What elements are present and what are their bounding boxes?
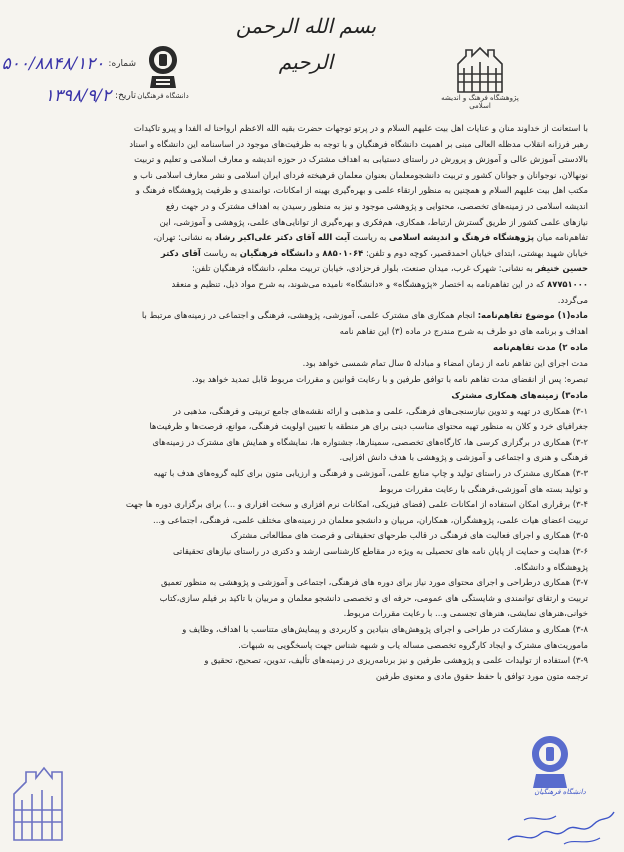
closing-line: می‌گردد. (557, 294, 588, 305)
letter-date-value: ۱۳۹۸/۹/۲ (44, 86, 112, 106)
institute-seal-stamp-icon (6, 764, 70, 846)
intro-line: نونهالان، نوجوانان و جوانان کشور و تربیت دانشجومعلمان بعنوان معلمان فرهیخته فردای ایران اسلامی و نشر معارف اسلامی ناب و (133, 169, 588, 180)
intro-line: مکتب اهل بیت علیهم السلام و همچنین به منظور ارتقاء علمی و بهره‌گیری بهینه از امکانات، توانمندی و ظرفیت پژوهشگاه فرهنگ و (135, 185, 588, 196)
clause-line: و تولید بسته های آموزشی،فرهنگی با رعایت مقررات مربوط (378, 483, 588, 494)
university-seal-stamp-icon (520, 734, 580, 790)
closing-text: که در این تفاهم‌نامه به اختصار «پژوهشگاه» و «دانشگاه» نامیده می‌شوند، به شرح مواد ذیل، تنظیم و منعقد (171, 278, 548, 289)
clause-line: ۳-۸) همکاری و مشارکت در طراحی و اجرای پژوهش‌های بنیادین و کاربردی و پیمایش‌های متناسب با اهداف، وظایف و (182, 624, 588, 634)
letter-metadata (1, 48, 136, 112)
farhangian-university-logo-icon (146, 44, 180, 90)
clause-line: ترجمه متون مورد توافق با حفظ حقوق مادی و معنوی طرفین (375, 670, 588, 681)
clause-line: تربیت اعضای هیات علمی، پژوهشگران، همکاران، مربیان و دانشجو معلمان در زمینه‌های مختلف علمی، فرهنگی، اجتماعی و... (153, 514, 588, 525)
clause-line: خوانی،هنرهای نمایشی، هنرهای تجسمی و... با رعایت مقررات مربوط. (343, 608, 588, 619)
article2-note: تبصره: پس از انقضای مدت تفاهم نامه با توافق طرفین و با رعایت قوانین و مقررات مربوط قابل تمدید خواهد بود. (192, 373, 588, 384)
basmala-calligraphy: بسم الله الرحمن الرحیم (235, 14, 377, 74)
intro-line: اندیشه اسلامی در زمینه‌های تخصصی، محتوایی و پژوهشی موجود و نیز به منظور رسیدن به اهداف مشترک و در جهت رفع (166, 200, 588, 211)
article1-line (26, 308, 588, 324)
parties-text: و (313, 247, 323, 258)
clause-line: ۳-۶) هدایت و حمایت از پایان نامه های تحصیلی به ویژه در مقاطع کارشناسی ارشد و دکتری در راستای نیازهای تحقیقاتی (172, 546, 588, 557)
university-seal-caption: دانشگاه فرهنگیان (534, 788, 586, 796)
clause-line: ۳-۴) برقراری امکان استفاده از امکانات علمی (فضای فیزیکی، امکانات نرم افزاری و سخت افزاری و ...) برای برگزاری دوره ها جهت (125, 499, 588, 510)
parties-line (26, 261, 588, 277)
clause-line: ۳-۷) همکاری درطراحی و اجرای محتوای مورد نیاز برای دوره های فرهنگی، اجتماعی و آموزشی و پژوهشی به منظور تعمیق (161, 577, 588, 588)
article3-title: ماده۳) زمینه‌های همکاری مشترک (451, 390, 588, 401)
letter-number-row (1, 48, 136, 80)
clause-line: ۳-۱) همکاری در تهیه و تدوین نیازسنجی‌های فرهنگی، علمی و مذهبی و ارائه نقشه‌های جامع تربیتی و فرهنگی، مذهبی در (173, 405, 588, 416)
party1-address: به نشانی: تهران، (153, 232, 215, 243)
article2-title: ماده ۲) مدت تفاهم‌نامه (493, 342, 588, 353)
research-institute-name: پژوهشگاه فرهنگ و اندیشه اسلامی (441, 94, 519, 110)
clause-line: ماموریت‌های مشترک و ایجاد کارگروه تخصصی مساله یاب و شبهه شناس جهت پاسخگویی به شبهات. (238, 639, 588, 650)
article1-line: اهداف و برنامه های دو طرف به شرح مندرج در ماده (۳) این تفاهم نامه (339, 325, 588, 336)
clause-line: تربیت و ارتقای توانمندی و شایستگی های عمومی، حرفه ای و تخصصی دانشجو معلمان و مربیان با تاکید بر فیلم سازی،کتاب (159, 592, 588, 603)
parties-text: به ریاست (350, 232, 390, 243)
party2-phone: ۸۷۷۵۱۰۰۰ (547, 278, 588, 289)
party2-head: حسین خنیفر (535, 263, 588, 274)
clause-line: فرهنگی و هنری و اجتماعی و آموزشی و پژوهشی با هدف دانش افزایی. (339, 452, 588, 463)
party2-address: به نشانی: شهرک غرب، میدان صنعت، بلوار فرحزادی، خیابان تربیت معلم، دانشگاه فرهنگیان تلفن: (191, 263, 536, 274)
letter-date-row (6, 80, 136, 112)
article1-text: انجام همکاری های مشترک علمی، آموزشی، پژوهشی، فرهنگی و اجتماعی در زمینه‌های مرتبط با (141, 310, 478, 321)
clause-line: ۳-۲) همکاری در برگزاری کرسی ها، کارگاه‌های تخصصی، سمینارها، جشنواره ها، نمایشگاه و همایش های مشترک در زمینه‌های (152, 436, 588, 447)
parties-line (26, 230, 588, 246)
clause-line: پژوهشگاه و دانشگاه. (514, 561, 588, 572)
clause-line: ۳-۹) استفاده از تولیدات علمی و پژوهشی طرفین و نیز برنامه‌ریزی در زمینه‌های تألیف، تدوین، تصحیح، تحقیق و (204, 655, 588, 666)
party2-head-title: آقای دکتر (160, 247, 201, 258)
party1-organization: پژوهشگاه فرهنگ و اندیشه اسلامی (389, 232, 534, 243)
article2-text: مدت اجرای این تفاهم نامه از زمان امضاء و مبادله ۵ سال تمام شمسی خواهد بود. (302, 357, 588, 368)
address-text: خیابان شهید بهشتی، ابتدای خیابان احمدقصیر، کوچه دوم و تلفن: (363, 247, 588, 258)
letter-number-value: ۵۰۰/۸۸۴۸/۱۲۰ (1, 54, 105, 74)
intro-line: رهبر فرزانه انقلاب مدظله العالی مبنی بر اهمیت دانشگاه فرهنگیان و با توجه به ظرفیت‌های موجود در اساسنامه این دانشگاه و اسناد (129, 138, 588, 149)
clause-line: ۳-۳) همکاری مشترک در راستای تولید و چاپ منابع علمی، آموزشی و فرهنگی و ارزیابی متون برای کلیه گروه‌های هدف با تهیه (153, 468, 588, 479)
number-label: شماره: (108, 59, 136, 69)
agreement-body (26, 121, 588, 684)
handwritten-signature-icon (504, 800, 618, 850)
intro-line: بالادستی آموزش عالی و آموزش و پرورش در راستای دستیابی به اهداف مشترک در حوزه اندیشه و معارف اسلامی و تعلیم و تربیت (134, 154, 588, 165)
letterhead (0, 0, 624, 118)
date-label: تاریخ: (115, 91, 136, 101)
parties-text: به ریاست (200, 247, 240, 258)
intro-line: با استعانت از خداوند منان و عنایات اهل بیت علیهم السلام و در پرتو توجهات حضرت بقیه الله الاعظم ارواحنا له الفدا و پیرو تاکیدات (133, 123, 588, 133)
intro-line: نیازهای علمی کشور از طریق گسترش ارتباط، همکاری، هم‌فکری و بهره‌گیری از توانایی‌های علمی، پژوهشی و آموزشی، این (159, 216, 588, 227)
party1-head: آیت الله آقای دکتر علی‌اکبر رشاد (214, 232, 351, 243)
parties-line (26, 277, 588, 293)
article1-title: ماده(۱) موضوع تفاهم‌نامه: (477, 310, 588, 321)
parties-line (26, 246, 588, 262)
parties-text: تفاهم‌نامه میان (533, 232, 588, 243)
university-name: دانشگاه فرهنگیان (137, 92, 189, 100)
party2-organization: دانشگاه فرهنگیان (239, 247, 313, 258)
clause-line: ۳-۵) همکاری و اجرای فعالیت های فرهنگی در قالب طرحهای تحقیقاتی و فرصت های مطالعاتی مشترک (230, 530, 588, 541)
party1-phone: ۸۸۵۰۱۰۶۴ (322, 247, 364, 258)
clause-line: جغرافیای خرد و کلان به منظور تهیه محتوای مناسب دینی برای هر منطقه با تعیین اولویت فرهنگی، موانع، فرصت‌ها و ظرفیت‌ها (149, 421, 588, 432)
research-institute-logo-icon (450, 44, 510, 96)
